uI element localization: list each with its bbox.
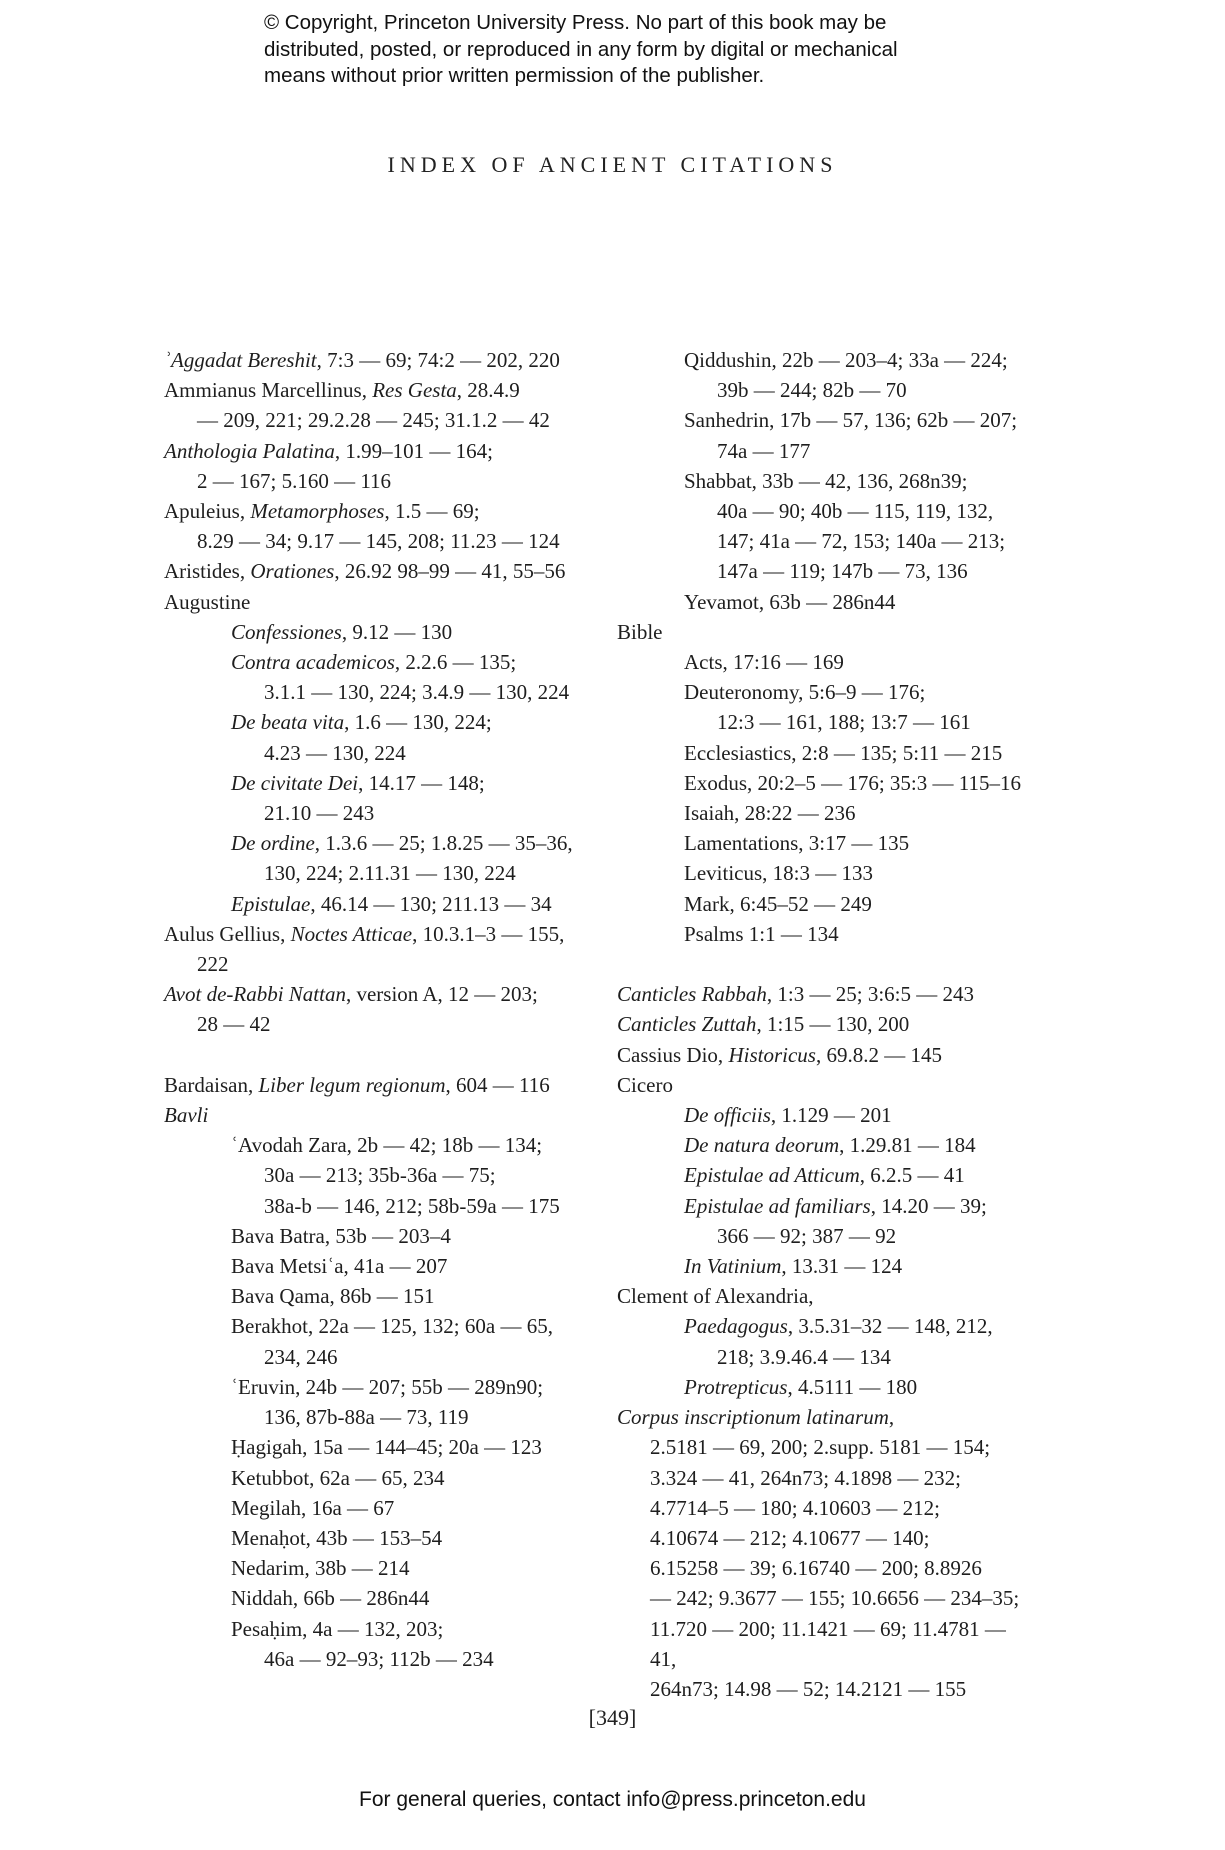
index-entry-text: Bardaisan,	[164, 1072, 259, 1097]
index-entry	[617, 677, 1037, 707]
index-entry	[164, 1553, 584, 1583]
index-entry	[164, 617, 584, 647]
index-entry-text: 222	[197, 952, 229, 977]
index-entry	[617, 345, 1037, 375]
index-section-gap	[617, 949, 1037, 979]
index-entry	[617, 1402, 1037, 1432]
index-entry-text: 12:3 — 161, 188; 13:7 — 161	[717, 710, 971, 735]
index-entry-title: Canticles Rabbah	[617, 982, 767, 1007]
index-entry	[164, 345, 584, 375]
index-entry-text: Exodus, 20:2–5 — 176; 35:3 — 115–16	[684, 770, 1021, 795]
index-entry	[617, 738, 1037, 768]
index-entry	[617, 1160, 1037, 1190]
index-entry-text: Acts, 17:16 — 169	[684, 650, 844, 675]
index-entry	[164, 1221, 584, 1251]
index-entry-title: Orationes	[250, 559, 335, 584]
index-entry	[164, 677, 584, 707]
index-entry-text: Ketubbot, 62a — 65, 234	[231, 1465, 445, 1490]
index-entry	[617, 436, 1037, 466]
index-entry	[617, 1523, 1037, 1553]
index-entry-text: Ammianus Marcellinus,	[164, 378, 373, 403]
index-entry-text: 38a-b — 146, 212; 58b-59a — 175	[264, 1193, 560, 1218]
index-entry-title: Paedagogus	[684, 1314, 788, 1339]
index-entry-title: Confessiones	[231, 619, 342, 644]
index-entry-text: 264n73; 14.98 — 52; 14.2121 — 155	[650, 1676, 967, 1701]
index-entry-text: Augustine	[164, 589, 251, 614]
index-entry	[617, 1221, 1037, 1251]
index-entry	[617, 1191, 1037, 1221]
index-entry-title: Protrepticus	[684, 1374, 788, 1399]
index-entry	[617, 1009, 1037, 1039]
index-entry-text: 6.15258 — 39; 6.16740 — 200; 8.8926	[650, 1556, 982, 1581]
index-entry-title: Epistulae ad Atticum	[684, 1163, 860, 1188]
index-entry	[164, 1070, 584, 1100]
copyright-line: © Copyright, Princeton University Press. No part of this book may be	[264, 11, 887, 34]
index-entry	[617, 496, 1037, 526]
index-entry-text: 136, 87b-88a — 73, 119	[264, 1405, 469, 1430]
index-entry-text: 30a — 213; 35b-36a — 75;	[264, 1163, 496, 1188]
index-entry-title: Contra academicos	[231, 650, 395, 675]
index-entry-text: Apuleius,	[164, 499, 251, 524]
index-entry-text: , 1.99–101 — 164;	[334, 438, 494, 463]
index-entry-text: 366 — 92; 387 — 92	[717, 1223, 897, 1248]
index-entry-text: Qiddushin, 22b — 203–4; 33a — 224;	[684, 348, 1008, 372]
index-entry	[617, 798, 1037, 828]
index-entry-text: , 2.2.6 — 135;	[394, 650, 517, 675]
index-entry	[617, 556, 1037, 586]
index-entry-text: Isaiah, 28:22 — 236	[684, 801, 856, 826]
index-entry	[617, 768, 1037, 798]
index-entry	[164, 1130, 584, 1160]
index-entry-text: , 1:3 — 25; 3:6:5 — 243	[766, 982, 974, 1007]
index-entry-text: , 3.5.31–32 — 148, 212,	[787, 1314, 993, 1339]
index-entry	[164, 768, 584, 798]
index-entry-text: Yevamot, 63b — 286n44	[684, 589, 896, 614]
index-entry-text: 218; 3.9.46.4 — 134	[717, 1344, 891, 1369]
index-entry	[617, 466, 1037, 496]
index-entry	[164, 556, 584, 586]
index-entry	[617, 1311, 1037, 1341]
index-entry-text: , 13.31 — 124	[781, 1254, 903, 1279]
index-entry-title: De civitate Dei	[231, 770, 359, 795]
index-entry-text: ʿEruvin, 24b — 207; 55b — 289n90;	[231, 1374, 544, 1399]
index-entry-title: De officiis	[684, 1103, 771, 1128]
index-entry	[164, 375, 584, 405]
index-entry-text: , 26.92 98–99 — 41, 55–56	[334, 559, 566, 584]
index-entry-text: Bava Qama, 86b — 151	[231, 1284, 435, 1309]
index-entry-title: Avot de-Rabbi Nattan	[164, 982, 346, 1007]
index-column-left	[164, 345, 584, 1674]
index-entry-text: , 69.8.2 — 145	[815, 1042, 942, 1067]
index-entry	[617, 919, 1037, 949]
index-entry-text: 2 — 167; 5.160 — 116	[197, 468, 392, 493]
index-entry-text: Cassius Dio,	[617, 1042, 729, 1067]
index-entry-text: , 1.129 — 201	[770, 1103, 892, 1128]
index-entry-text: , 1.6 — 130, 224;	[344, 710, 492, 735]
index-entry	[164, 1191, 584, 1221]
index-entry	[617, 617, 1037, 647]
index-entry-text: , 14.20 — 39;	[870, 1193, 987, 1218]
index-entry	[617, 375, 1037, 405]
index-entry	[617, 1372, 1037, 1402]
index-entry-title: Epistulae ad familiars	[684, 1193, 871, 1218]
index-entry-text: ,	[888, 1405, 895, 1430]
index-entry	[164, 738, 584, 768]
index-entry-text: Nedarim, 38b — 214	[231, 1556, 410, 1581]
index-entry	[617, 828, 1037, 858]
index-entry-text: 147; 41a — 72, 153; 140a — 213;	[717, 529, 1006, 554]
footer-contact: For general queries, contact info@press.princeton.edu	[359, 1788, 866, 1811]
index-entry-text: Menaḥot, 43b — 153–54	[231, 1525, 443, 1550]
index-entry-text: 234, 246	[264, 1344, 338, 1369]
index-entry	[164, 1160, 584, 1190]
index-entry-text: 3.1.1 — 130, 224; 3.4.9 — 130, 224	[264, 680, 570, 705]
index-entry-text: , 6.2.5 — 41	[859, 1163, 965, 1188]
index-entry	[617, 858, 1037, 888]
index-entry-text: , version A, 12 — 203;	[345, 982, 538, 1007]
index-entry-title: In Vatinium	[684, 1254, 782, 1279]
index-entry	[164, 1281, 584, 1311]
index-entry-text: , 1.29.81 — 184	[839, 1133, 976, 1158]
index-entry	[164, 1402, 584, 1432]
page-number: [349]	[588, 1705, 637, 1730]
index-entry-text: 74a — 177	[717, 438, 811, 463]
index-entry	[164, 889, 584, 919]
index-entry-text: — 242; 9.3677 — 155; 10.6656 — 234–35;	[650, 1586, 1020, 1611]
index-entry-text: , 9.12 — 130	[341, 619, 453, 644]
index-entry-text: — 209, 221; 29.2.28 — 245; 31.1.2 — 42	[197, 408, 550, 433]
index-entry	[617, 1040, 1037, 1070]
index-entry	[617, 1251, 1037, 1281]
index-entry-text: 11.720 — 200; 11.1421 — 69; 11.4781 — 41,	[650, 1616, 1012, 1671]
index-entry-text: Psalms 1:1 — 134	[684, 921, 839, 946]
index-entry	[617, 1553, 1037, 1583]
index-entry-text: , 4.5111 — 180	[787, 1374, 918, 1399]
index-entry	[164, 707, 584, 737]
index-column-right	[617, 345, 1037, 1704]
index-entry	[164, 1463, 584, 1493]
index-entry-text: , 7:3 — 69; 74:2 — 202, 220	[316, 348, 560, 372]
index-entry	[617, 1614, 1037, 1674]
index-entry	[164, 1311, 584, 1341]
index-entry-text: 4.7714–5 — 180; 4.10603 — 212;	[650, 1495, 940, 1520]
index-entry	[164, 405, 584, 435]
index-entry	[164, 798, 584, 828]
index-entry	[164, 1372, 584, 1402]
copyright-line: means without prior written permission of the publisher.	[264, 64, 765, 87]
index-entry-text: Bava Metsiʿa, 41a — 207	[231, 1254, 448, 1279]
index-entry	[617, 1583, 1037, 1613]
index-entry-title: De natura deorum	[684, 1133, 840, 1158]
index-entry-text: Megilah, 16a — 67	[231, 1495, 395, 1520]
index-entry	[164, 1583, 584, 1613]
index-entry	[617, 647, 1037, 677]
index-entry	[617, 1674, 1037, 1704]
index-entry-text: Aristides,	[164, 559, 251, 584]
index-entry-text: 28 — 42	[197, 1012, 271, 1037]
index-entry-text: Leviticus, 18:3 — 133	[684, 861, 873, 886]
index-entry	[164, 1100, 584, 1130]
index-entry	[164, 466, 584, 496]
index-entry-title: Historicus	[728, 1042, 816, 1067]
index-entry-title: Metamorphoses	[250, 499, 385, 524]
index-entry	[617, 1281, 1037, 1311]
index-entry-text: , 10.3.1–3 — 155,	[412, 921, 565, 946]
index-entry	[164, 647, 584, 677]
index-entry-text: 4.10674 — 212; 4.10677 — 140;	[650, 1525, 930, 1550]
index-entry	[164, 919, 584, 949]
index-entry-title: De ordine	[231, 831, 315, 856]
index-entry-title: Noctes Atticae	[290, 921, 413, 946]
index-entry	[617, 1493, 1037, 1523]
index-entry-text: Pesaḥim, 4a — 132, 203;	[231, 1616, 444, 1641]
index-entry-title: ʾAggadat Bereshit	[164, 348, 317, 372]
index-entry	[164, 436, 584, 466]
index-entry	[617, 405, 1037, 435]
index-entry	[617, 889, 1037, 919]
index-entry	[164, 979, 584, 1009]
index-entry-title: Epistulae	[231, 891, 311, 916]
index-entry	[164, 1493, 584, 1523]
index-entry-text: 21.10 — 243	[264, 801, 375, 826]
index-section-gap	[164, 1040, 584, 1070]
index-entry-text: , 46.14 — 130; 211.13 — 34	[310, 891, 552, 916]
index-entry-text: 3.324 — 41, 264n73; 4.1898 — 232;	[650, 1465, 961, 1490]
index-entry	[164, 1614, 584, 1644]
index-entry	[617, 1130, 1037, 1160]
index-entry	[617, 1463, 1037, 1493]
index-entry-text: 147a — 119; 147b — 73, 136	[717, 559, 968, 584]
index-entry	[617, 1070, 1037, 1100]
index-entry-text: Clement of Alexandria,	[617, 1284, 814, 1309]
index-entry	[164, 587, 584, 617]
index-entry-text: ʿAvodah Zara, 2b — 42; 18b — 134;	[231, 1133, 543, 1158]
index-entry	[164, 1342, 584, 1372]
index-entry-title: Corpus inscriptionum latinarum	[617, 1405, 889, 1430]
index-entry	[617, 526, 1037, 556]
index-entry-text: Deuteronomy, 5:6–9 — 176;	[684, 680, 926, 705]
index-entry	[164, 858, 584, 888]
index-entry	[617, 1100, 1037, 1130]
index-entry-title: Bavli	[164, 1103, 209, 1128]
index-entry	[164, 526, 584, 556]
index-entry-text: Ecclesiastics, 2:8 — 135; 5:11 — 215	[684, 740, 1003, 765]
index-entry-text: Ḥagigah, 15a — 144–45; 20a — 123	[231, 1435, 542, 1460]
index-entry-title: Anthologia Palatina	[164, 438, 335, 463]
index-entry	[617, 1432, 1037, 1462]
index-entry	[164, 496, 584, 526]
index-entry-text: 39b — 244; 82b — 70	[717, 378, 907, 403]
index-entry-title: Canticles Zuttah	[617, 1012, 757, 1037]
index-entry-text: 8.29 — 34; 9.17 — 145, 208; 11.23 — 124	[197, 529, 560, 554]
index-entry-title: De beata vita	[231, 710, 345, 735]
index-entry-text: 130, 224; 2.11.31 — 130, 224	[264, 861, 516, 886]
index-entry	[164, 828, 584, 858]
index-entry-text: , 1.5 — 69;	[384, 499, 480, 524]
index-entry	[617, 587, 1037, 617]
page-title: INDEX OF ANCIENT CITATIONS	[387, 152, 838, 177]
index-entry-text: , 1.3.6 — 25; 1.8.25 — 35–36,	[314, 831, 573, 856]
index-entry-text: Bava Batra, 53b — 203–4	[231, 1223, 451, 1248]
index-entry-text: Aulus Gellius,	[164, 921, 291, 946]
index-entry-text: Bible	[617, 619, 663, 644]
index-entry-title: Res Gesta	[372, 378, 457, 403]
index-entry-text: 40a — 90; 40b — 115, 119, 132,	[717, 499, 994, 524]
index-entry	[164, 1523, 584, 1553]
index-entry	[164, 1009, 584, 1039]
index-entry-text: Berakhot, 22a — 125, 132; 60a — 65,	[231, 1314, 553, 1339]
index-entry	[617, 707, 1037, 737]
index-entry-text: , 604 — 116	[445, 1072, 550, 1097]
index-entry-text: 4.23 — 130, 224	[264, 740, 406, 765]
index-entry	[164, 1251, 584, 1281]
index-entry-text: Cicero	[617, 1072, 673, 1097]
copyright-line: distributed, posted, or reproduced in any form by digital or mechanical	[264, 37, 898, 61]
index-entry-text: , 28.4.9	[456, 378, 520, 403]
index-entry-text: Shabbat, 33b — 42, 136, 268n39;	[684, 468, 968, 493]
index-entry-text: Mark, 6:45–52 — 249	[684, 891, 872, 916]
index-entry-text: 46a — 92–93; 112b — 234	[264, 1646, 494, 1671]
index-entry-text: 2.5181 — 69, 200; 2.supp. 5181 — 154;	[650, 1435, 991, 1460]
index-entry	[164, 949, 584, 979]
copyright-notice	[264, 10, 1024, 90]
index-entry-text: , 1:15 — 130, 200	[756, 1012, 910, 1037]
index-entry-title: Liber legum regionum	[258, 1072, 446, 1097]
index-entry	[617, 1342, 1037, 1372]
index-entry-text: Sanhedrin, 17b — 57, 136; 62b — 207;	[684, 408, 1018, 433]
index-entry	[617, 979, 1037, 1009]
index-entry-text: Lamentations, 3:17 — 135	[684, 831, 910, 856]
index-entry	[164, 1644, 584, 1674]
index-entry	[164, 1432, 584, 1462]
index-entry-text: , 14.17 — 148;	[358, 770, 485, 795]
index-entry-text: Niddah, 66b — 286n44	[231, 1586, 430, 1611]
